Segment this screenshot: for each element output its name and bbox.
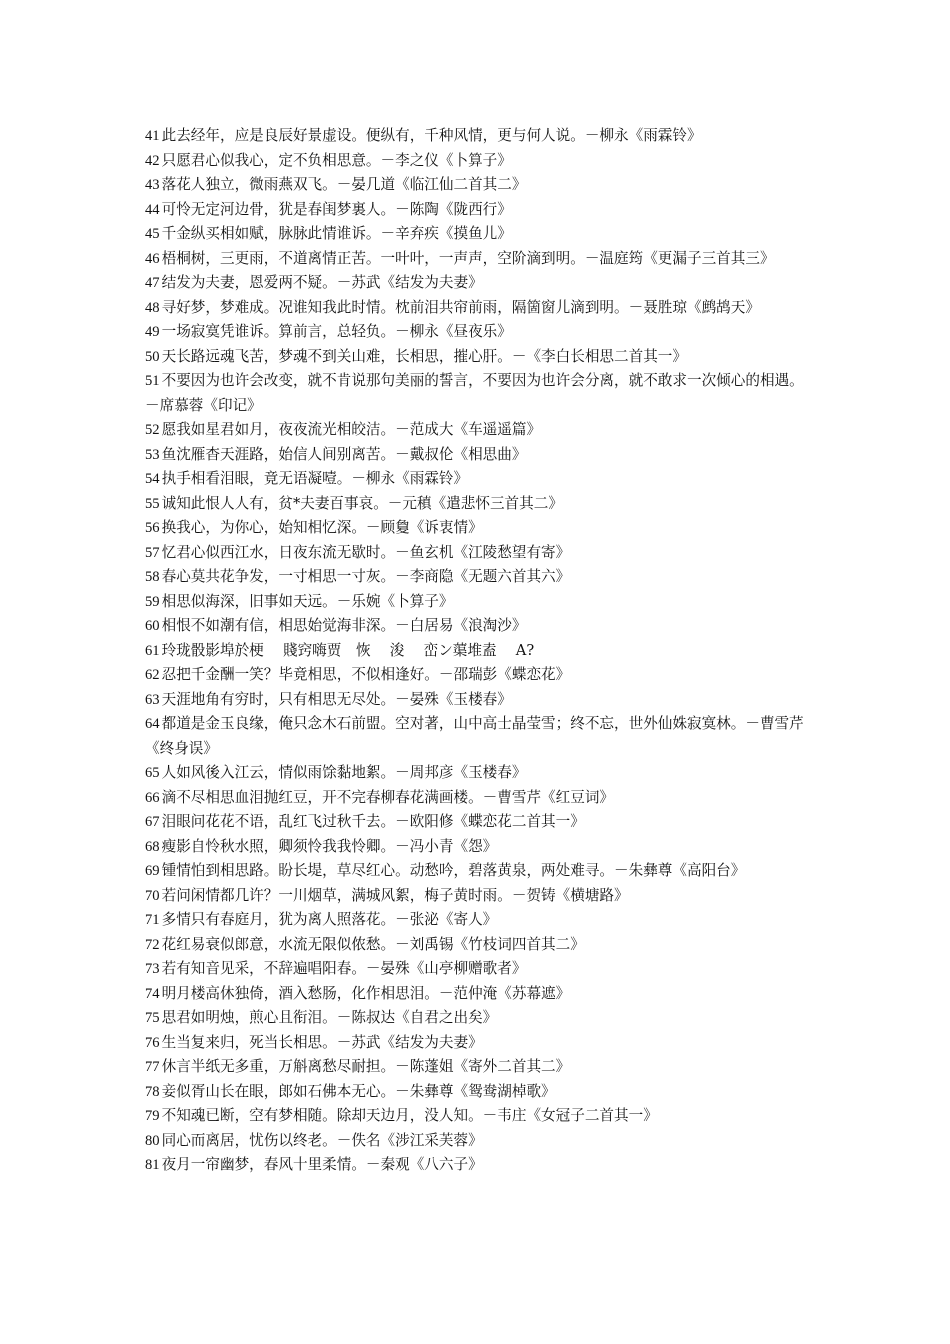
item-number: 71 — [145, 912, 160, 928]
item-text: 天长路远魂飞苦，梦魂不到关山难，长相思，摧心肝。－《李白长相思二首其一》 — [161, 347, 687, 365]
list-item — [145, 1080, 813, 1105]
list-item — [145, 149, 813, 174]
item-text: 此去经年，应是良辰好景虚设。便纵有，千种风情，更与何人说。－柳永《雨霖铃》 — [161, 127, 702, 144]
item-text: 若问闲情都几许？一川烟草，满城风絮，梅子黄时雨。－贺铸《横塘路》 — [161, 886, 629, 904]
item-text: 明月楼高休独倚，酒入愁肠，化作相思泪。－范仲淹《苏幕遮》 — [161, 984, 571, 1002]
item-text: 天涯地角有穷时，只有相思无尽处。－晏殊《玉楼春》 — [161, 690, 512, 708]
item-text: 夜月一帘幽梦，春风十里柔情。－秦观《八六子》 — [161, 1156, 483, 1173]
item-text: 花红易衰似郎意，水流无限似侬愁。－刘禹锡《竹枝词四首其二》 — [161, 935, 585, 953]
item-number: 56 — [145, 520, 160, 536]
poem-quote-list — [145, 124, 813, 1178]
item-text: 锺情怕到相思路。盼长堤，草尽红心。动愁吟，碧落黄泉，两处难寻。－朱彝尊《高阳台》 — [161, 862, 746, 879]
item-number: 64 — [145, 716, 160, 732]
list-item — [145, 639, 813, 664]
item-text: 结发为夫妻，恩爱两不疑。－苏武《结发为夫妻》 — [161, 274, 483, 291]
list-item — [145, 271, 813, 296]
item-text: 生当复来归，死当长相思。－苏武《结发为夫妻》 — [161, 1033, 483, 1051]
list-item — [145, 1104, 813, 1129]
list-item — [145, 982, 813, 1007]
item-number: 41 — [145, 128, 160, 144]
list-item — [145, 345, 813, 370]
item-text: 愿我如星君如月，夜夜流光相皎洁。－范成大《车遥遥篇》 — [161, 421, 542, 438]
item-text: 若有知音见采，不辞遍唱阳春。－晏殊《山亭柳赠歌者》 — [161, 960, 527, 977]
item-text: 相恨不如潮有信，相思始觉海非深。－白居易《浪淘沙》 — [161, 617, 527, 634]
list-item — [145, 908, 813, 933]
list-item — [145, 712, 813, 761]
item-text: 人如风後入江云，情似雨馀黏地絮。－周邦彦《玉楼春》 — [161, 764, 527, 781]
item-text: 相思似海深，旧事如天远。－乐婉《卜算子》 — [161, 592, 454, 610]
item-number: 42 — [145, 152, 160, 169]
item-number: 51 — [145, 373, 160, 389]
item-text: 换我心，为你心，始知相忆深。－顾敻《诉衷情》 — [161, 519, 483, 536]
item-number: 53 — [145, 446, 160, 463]
item-number: 49 — [145, 324, 160, 340]
item-number: 79 — [145, 1108, 160, 1124]
item-number: 60 — [145, 618, 160, 634]
item-text: 思君如明烛，煎心且衔泪。－陈叔达《自君之出矣》 — [161, 1009, 498, 1026]
list-item — [145, 614, 813, 639]
item-number: 47 — [145, 275, 160, 291]
list-item — [145, 663, 813, 688]
item-number: 70 — [145, 887, 160, 904]
item-number: 63 — [145, 691, 160, 708]
item-number: 74 — [145, 985, 160, 1002]
item-text: 可怜无定河边骨，犹是春闺梦裏人。－陈陶《陇西行》 — [161, 200, 512, 218]
item-text: 滴不尽相思血泪抛红豆，开不完春柳春花满画楼。－曹雪芹《红豆词》 — [161, 788, 615, 806]
item-text: 不要因为也许会改变，就不肯说那句美丽的誓言，不要因为也许会分离，就不敢求一次倾心的相遇。－席慕蓉《印记》 — [145, 372, 804, 414]
item-number: 57 — [145, 544, 160, 561]
list-item — [145, 957, 813, 982]
item-text: 寻好梦，梦难成。况谁知我此时情。枕前泪共帘前雨，隔箇窗儿滴到明。－聂胜琼《鹧鸪天》 — [161, 298, 760, 316]
list-item — [145, 565, 813, 590]
item-text: 梧桐树，三更雨，不道离情正苦。一叶叶，一声声，空阶滴到明。－温庭筠《更漏子三首其三》 — [161, 249, 775, 267]
item-text: 多情只有春庭月，犹为离人照落花。－张泌《寄人》 — [161, 911, 498, 928]
list-item — [145, 1153, 813, 1178]
item-number: 76 — [145, 1034, 160, 1051]
item-number: 61 — [145, 642, 160, 659]
item-number: 68 — [145, 838, 160, 855]
item-number: 69 — [145, 863, 160, 879]
item-text: 泪眼问花花不语，乱红飞过秋千去。－欧阳修《蝶恋花二首其一》 — [161, 813, 585, 830]
list-item — [145, 810, 813, 835]
item-number: 58 — [145, 569, 160, 585]
list-item — [145, 124, 813, 149]
list-item — [145, 541, 813, 566]
list-item — [145, 296, 813, 321]
item-number: 62 — [145, 667, 160, 683]
item-text: 妾似胥山长在眼，郎如石佛本无心。－朱彝尊《鸳鸯湖棹歌》 — [161, 1082, 556, 1100]
list-item — [145, 761, 813, 786]
list-item — [145, 492, 813, 517]
item-number: 78 — [145, 1083, 160, 1100]
list-item — [145, 1031, 813, 1056]
list-item — [145, 369, 813, 418]
item-text: 忆君心似西江水，日夜东流无歇时。－鱼玄机《江陵愁望有寄》 — [161, 543, 571, 561]
list-item — [145, 222, 813, 247]
item-text: 执手相看泪眼，竟无语凝噎。－柳永《雨霖铃》 — [161, 470, 469, 487]
item-number: 80 — [145, 1132, 160, 1149]
item-number: 44 — [145, 201, 160, 218]
list-item — [145, 884, 813, 909]
item-number: 65 — [145, 765, 160, 781]
item-text: 鱼沈雁杳天涯路，始信人间别离苦。－戴叔伦《相思曲》 — [161, 445, 527, 463]
item-number: 48 — [145, 299, 160, 316]
item-number: 72 — [145, 936, 160, 953]
list-item — [145, 859, 813, 884]
list-item — [145, 320, 813, 345]
item-number: 73 — [145, 961, 160, 977]
item-text: 春心莫共花争发，一寸相思一寸灰。－李商隐《无题六首其六》 — [161, 568, 571, 585]
item-text: 一场寂寞凭谁诉。算前言，总轻负。－柳永《昼夜乐》 — [161, 323, 512, 340]
item-text: 不知魂已断，空有梦相随。除却天边月，没人知。－韦庄《女冠子二首其一》 — [161, 1107, 658, 1124]
item-text: 玲珑骰影埠於梗 賤窍嗨贾 恢 浚 峦ン蕖堆盍 A? — [161, 641, 535, 659]
list-item — [145, 418, 813, 443]
item-number: 52 — [145, 422, 160, 438]
item-number: 46 — [145, 250, 160, 267]
item-text: 瘦影自怜秋水照，卿须怜我我怜卿。－冯小青《怨》 — [161, 837, 498, 855]
list-item — [145, 1129, 813, 1154]
list-item — [145, 516, 813, 541]
list-item — [145, 590, 813, 615]
list-item — [145, 247, 813, 272]
list-item — [145, 786, 813, 811]
item-text: 只愿君心似我心，定不负相思意。－李之仪《卜算子》 — [161, 151, 512, 169]
list-item — [145, 1055, 813, 1080]
list-item — [145, 443, 813, 468]
item-number: 75 — [145, 1010, 160, 1026]
list-item — [145, 688, 813, 713]
list-item — [145, 1006, 813, 1031]
list-item — [145, 835, 813, 860]
item-number: 67 — [145, 814, 160, 830]
item-text: 忍把千金酬一笑？毕竟相思，不似相逢好。－邵瑞彭《蝶恋花》 — [161, 666, 571, 683]
item-text: 千金纵买相如赋，脉脉此情谁诉。－辛弃疾《摸鱼儿》 — [161, 225, 512, 242]
item-text: 同心而离居，忧伤以终老。－佚名《涉江采芙蓉》 — [161, 1131, 483, 1149]
item-number: 50 — [145, 348, 160, 365]
item-number: 59 — [145, 593, 160, 610]
item-number: 54 — [145, 471, 160, 487]
item-number: 43 — [145, 177, 160, 193]
item-text: 落花人独立，微雨燕双飞。－晏几道《临江仙二首其二》 — [161, 176, 527, 193]
item-number: 66 — [145, 789, 160, 806]
item-number: 45 — [145, 226, 160, 242]
list-item — [145, 933, 813, 958]
list-item — [145, 467, 813, 492]
list-item — [145, 198, 813, 223]
item-number: 81 — [145, 1157, 160, 1173]
list-item — [145, 173, 813, 198]
item-text: 诚知此恨人人有，贫*夫妻百事哀。－元稹《遣悲怀三首其二》 — [161, 494, 563, 512]
item-text: 休言半纸无多重，万斛离愁尽耐担。－陈蓬姐《寄外二首其二》 — [161, 1058, 571, 1075]
item-text: 都道是金玉良缘，俺只念木石前盟。空对著，山中高士晶莹雪；终不忘，世外仙姝寂寞林。－曹雪芹《终身误》 — [145, 715, 804, 757]
item-number: 77 — [145, 1059, 160, 1075]
item-number: 55 — [145, 495, 160, 512]
